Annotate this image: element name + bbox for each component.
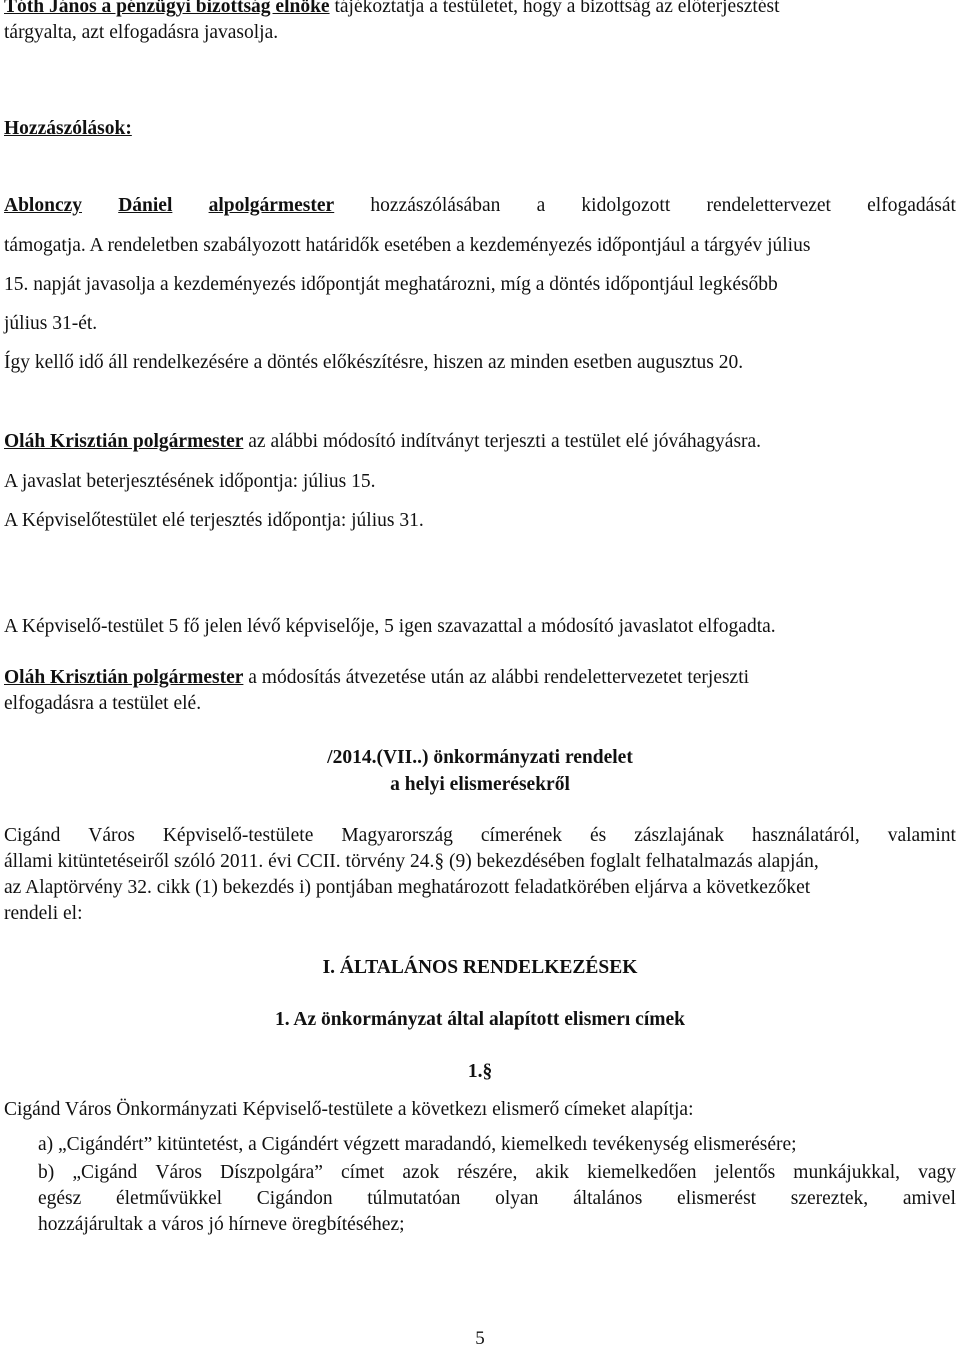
ablonczy-line-5: Így kellő idő áll rendelkezésére a döntés előkészítésre, hiszen az minden esetben augusztus 20. [4,352,744,373]
word: Magyarország [341,825,453,846]
word: szereztek, [790,1188,869,1209]
word: Cigándon [256,1188,333,1209]
ablonczy-line-1 [4,193,956,219]
word: kiemelkedően [587,1162,697,1183]
olah1-line-3: A Képviselőtestület elé terjesztés időpontja: július 31. [4,510,424,531]
word: olyan [495,1188,539,1209]
olah1-line-1 [4,429,956,455]
word: Város [155,1162,202,1183]
word: hozzászólásában [370,195,501,216]
word: alpolgármester [208,195,335,216]
speaker-olah: Oláh Krisztián polgármester [4,667,244,688]
subsection-title: 1. Az önkormányzat által alapított elismerı címek [275,1009,685,1030]
preamble-line-2: állami kitüntetéseiről szóló 2011. évi CCII. törvény 24.§ (9) bekezdésében foglalt felhatalmazás alapján, [4,851,819,872]
ablonczy-line-2: támogatja. A rendeletben szabályozott határidők esetében a kezdeményezés időpontjául a tárgyév július [4,235,811,256]
word: jelentős [714,1162,776,1183]
word: vagy [918,1162,956,1183]
section-title: I. ÁLTALÁNOS RENDELKEZÉSEK [322,957,638,978]
word: egész [38,1188,82,1209]
word: címerének [480,825,563,846]
intro-line-2: tárgyalta, azt elfogadásra javasolja. [4,22,279,43]
word: Díszpolgára” [220,1162,323,1183]
word: használatáról, [752,825,860,846]
word: zászlajának [634,825,725,846]
ablonczy-line-3: 15. napját javasolja a kezdeményezés időpontját meghatározni, míg a döntés időpontjául legkésőbb [4,274,778,295]
preamble-line-1 [4,823,956,849]
word: „Cigánd [72,1162,138,1183]
word: címet [341,1162,385,1183]
word: és [589,825,607,846]
ablonczy-line-4: július 31-ét. [4,313,98,334]
intro-line-1 [4,0,956,20]
word: kidolgozott [581,195,671,216]
word: azok [402,1162,440,1183]
olah1-text: az alábbi módosító indítványt terjeszti a testület elé jóváhagyásra. [248,431,762,452]
olah2-line-1 [4,665,956,691]
word: Dániel [118,195,173,216]
word: rendelettervezet [706,195,831,216]
intro-text: tájékoztatja a testületet, hogy a bizottság az előterjesztést [334,0,780,17]
word: részére, [457,1162,518,1183]
word: Képviselő-testülete [162,825,314,846]
word: valamint [887,825,956,846]
olah2-text: a módosítás átvezetése után az alábbi rendelettervezetet terjeszti [248,667,750,688]
word: a [536,195,546,216]
word: Cigánd [4,825,61,846]
list-item-b-line-2 [38,1186,956,1212]
preamble-line-4: rendeli el: [4,903,83,924]
comments-heading: Hozzászólások: [4,118,132,139]
word: túlmutatóan [367,1188,461,1209]
word: elismerést [677,1188,757,1209]
vote-result: A Képviselő-testület 5 fő jelen lévő képviselője, 5 igen szavazattal a módosító javaslatot elfogadta. [4,616,776,637]
speaker-olah: Oláh Krisztián polgármester [4,431,244,452]
word: Város [88,825,135,846]
olah2-line-2: elfogadásra a testület elé. [4,693,202,714]
olah1-line-2: A javaslat beterjesztésének időpontja: július 15. [4,471,376,492]
list-item-a: a) „Cigándért” kitüntetést, a Cigándért végzett maradandó, kiemelkedı tevékenység elismerésére; [38,1134,797,1155]
list-item-b-line-3: hozzájárultak a város jó hírneve öregbítéséhez; [38,1214,405,1235]
word: Ablonczy [4,195,82,216]
word: amivel [902,1188,956,1209]
word: b) [38,1162,55,1183]
decree-subtitle: a helyi elismerésekről [390,774,570,795]
word: általános [573,1188,643,1209]
list-item-b-line-1 [38,1160,956,1186]
preamble-line-3: az Alaptörvény 32. cikk (1) bekezdés i) pontjában meghatározott feladatkörében eljárva a következőket [4,877,811,898]
speaker-toth: Tóth János a pénzügyi bizottság elnöke [4,0,330,17]
word: elfogadását [867,195,956,216]
page-number: 5 [475,1328,485,1349]
paragraph-number: 1.§ [467,1061,493,1082]
word: életművükkel [115,1188,223,1209]
word: munkájukkal, [793,1162,900,1183]
word: akik [535,1162,570,1183]
establish-text: Cigánd Város Önkormányzati Képviselő-testülete a következı elismerő címeket alapítja: [4,1099,694,1120]
decree-title: /2014.(VII..) önkormányzati rendelet [327,747,633,768]
